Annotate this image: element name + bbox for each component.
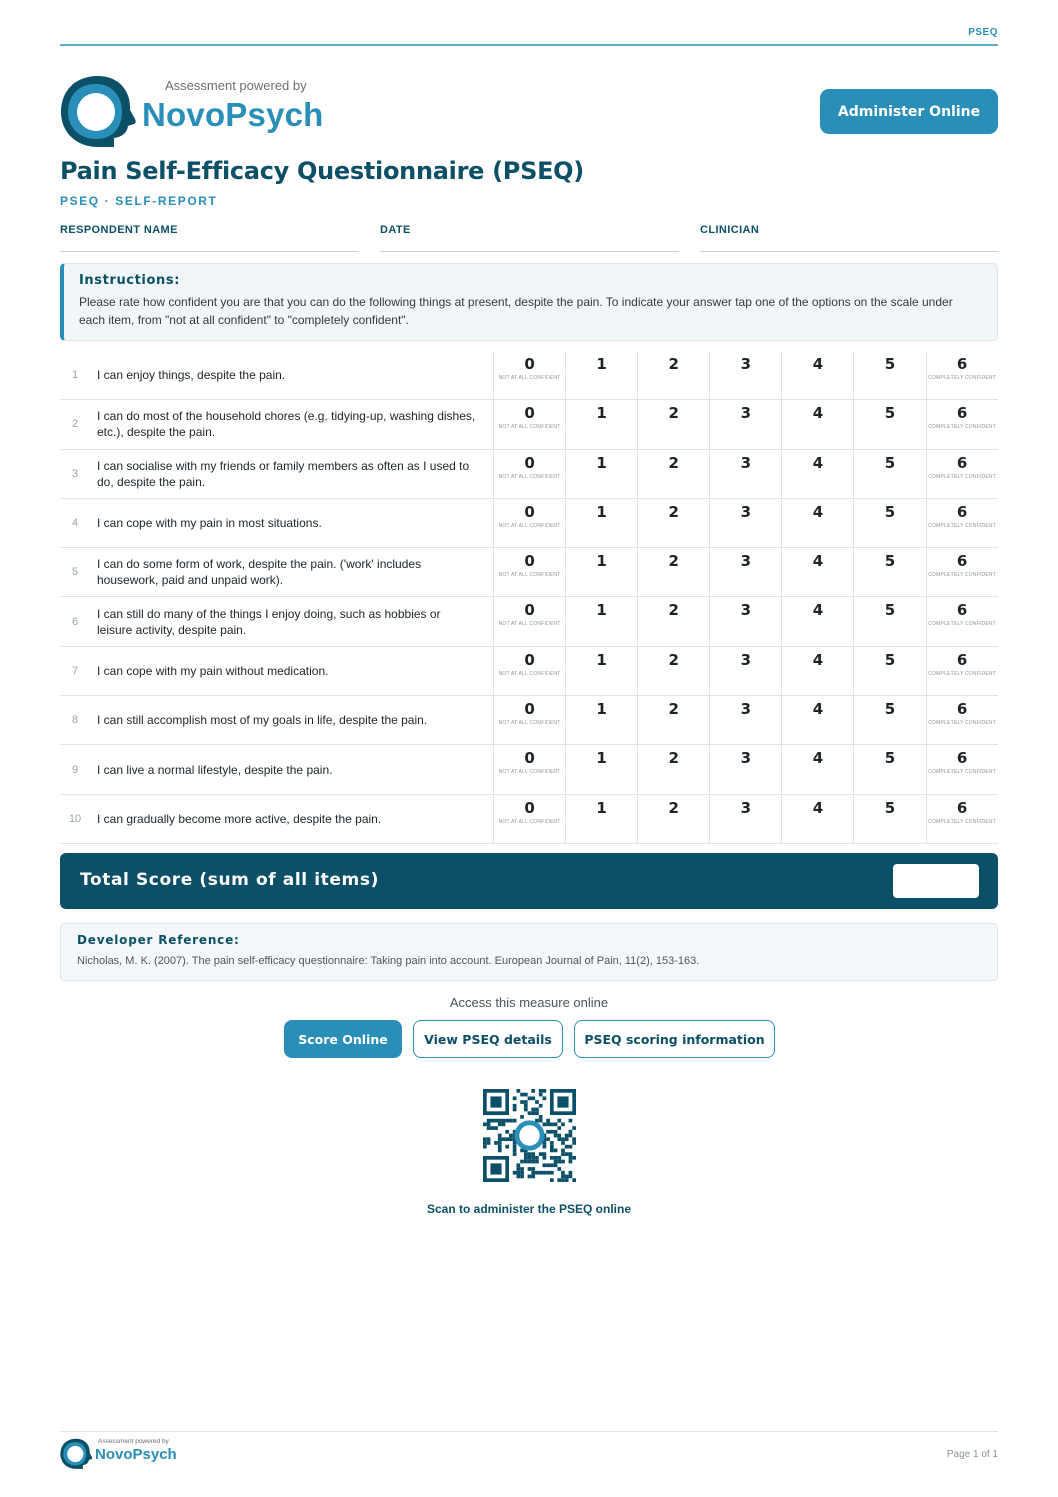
option-value: 5	[884, 404, 896, 423]
response-option-0[interactable]	[493, 745, 565, 793]
footer-head-profile-icon	[60, 1437, 94, 1471]
option-value: 2	[668, 355, 679, 373]
response-option-0[interactable]	[493, 351, 565, 399]
respondent-name-label: RESPONDENT NAME	[60, 224, 178, 236]
response-option-0[interactable]	[493, 548, 565, 596]
instructions-panel	[60, 263, 998, 341]
response-option-1[interactable]	[565, 499, 637, 547]
option-value: 4	[812, 749, 824, 768]
option-value: 0	[524, 650, 535, 669]
date-label: DATE	[380, 224, 411, 236]
option-value: 1	[596, 650, 607, 669]
high-anchor-label: COMPLETELY CONFIDENT	[928, 621, 996, 628]
option-value: 2	[668, 650, 679, 669]
option-value: 1	[596, 749, 607, 768]
response-option-0[interactable]	[493, 499, 565, 547]
scoring-info-button[interactable]: PSEQ scoring information	[574, 1020, 775, 1058]
response-option-2[interactable]	[637, 499, 709, 547]
item-number: 8	[71, 714, 79, 727]
low-anchor-label: NOT AT ALL CONFIDENT	[498, 572, 561, 579]
logo-wordmark: NovoPsych	[142, 96, 324, 133]
low-anchor-label: NOT AT ALL CONFIDENT	[498, 818, 561, 825]
item-row	[60, 795, 998, 844]
response-option-5[interactable]	[853, 597, 925, 645]
low-anchor-label: NOT AT ALL CONFIDENT	[498, 621, 561, 628]
scan-caption: Scan to administer the PSEQ online	[426, 1202, 632, 1216]
option-value: 6	[956, 502, 968, 521]
item-number: 7	[71, 664, 79, 677]
response-option-4[interactable]	[781, 795, 853, 843]
response-option-2[interactable]	[637, 795, 709, 843]
response-option-0[interactable]	[493, 647, 565, 695]
item-text: I can do some form of work, despite the pain. ('work' includes housework, paid and unpaid work).	[97, 557, 422, 588]
response-option-1[interactable]	[565, 745, 637, 793]
option-value: 6	[956, 404, 968, 423]
response-option-1[interactable]	[565, 400, 637, 448]
item-text: I can do most of the household chores (e.g. tidying-up, washing dishes, etc.), despite the pain.	[97, 409, 476, 440]
total-score-bar	[60, 853, 998, 909]
option-value: 2	[668, 798, 679, 817]
date-field[interactable]	[380, 220, 679, 252]
response-option-4[interactable]	[781, 548, 853, 596]
footer-logo	[60, 1437, 190, 1471]
response-option-6[interactable]	[926, 597, 998, 645]
item-text: I can cope with my pain in most situations.	[97, 516, 322, 531]
item-row	[60, 597, 998, 646]
option-value: 2	[668, 453, 679, 472]
response-option-6[interactable]	[926, 795, 998, 843]
option-value: 2	[668, 502, 679, 521]
option-value: 6	[956, 798, 968, 817]
option-value: 3	[740, 502, 752, 521]
respondent-name-field[interactable]	[60, 220, 358, 252]
response-option-0[interactable]	[493, 696, 565, 744]
low-anchor-label: NOT AT ALL CONFIDENT	[498, 720, 561, 727]
high-anchor-label: COMPLETELY CONFIDENT	[928, 522, 996, 529]
option-value: 0	[524, 798, 535, 817]
option-value: 3	[740, 404, 752, 423]
response-option-6[interactable]	[926, 696, 998, 744]
response-option-5[interactable]	[853, 795, 925, 843]
response-option-6[interactable]	[926, 745, 998, 793]
response-option-1[interactable]	[565, 351, 637, 399]
item-number: 4	[71, 517, 79, 530]
item-number: 2	[71, 418, 79, 431]
option-value: 0	[524, 700, 535, 719]
option-value: 5	[884, 798, 896, 817]
clinician-label: CLINICIAN	[700, 224, 760, 236]
item-text: I can enjoy things, despite the pain.	[97, 368, 286, 383]
option-value: 1	[596, 798, 607, 817]
option-value: 3	[740, 601, 752, 620]
response-option-4[interactable]	[781, 647, 853, 695]
response-option-4[interactable]	[781, 450, 853, 498]
response-option-5[interactable]	[853, 450, 925, 498]
response-option-3[interactable]	[709, 597, 781, 645]
response-option-3[interactable]	[709, 745, 781, 793]
item-number: 10	[68, 812, 82, 825]
option-value: 4	[812, 502, 824, 521]
low-anchor-label: NOT AT ALL CONFIDENT	[498, 375, 561, 381]
response-option-6[interactable]	[926, 351, 998, 399]
response-option-2[interactable]	[637, 548, 709, 596]
response-option-1[interactable]	[565, 597, 637, 645]
option-value: 0	[524, 502, 535, 521]
footer-logo-wordmark: NovoPsych	[95, 1446, 177, 1463]
option-value: 1	[596, 355, 607, 373]
response-option-2[interactable]	[637, 450, 709, 498]
option-value: 4	[812, 355, 824, 373]
high-anchor-label: COMPLETELY CONFIDENT	[928, 720, 996, 727]
high-anchor-label: COMPLETELY CONFIDENT	[928, 769, 996, 776]
footer-logo-powered-text: Assessment powered by	[98, 1438, 169, 1445]
option-value: 4	[812, 798, 824, 817]
high-anchor-label: COMPLETELY CONFIDENT	[928, 572, 996, 579]
low-anchor-label: NOT AT ALL CONFIDENT	[498, 670, 561, 677]
response-option-0[interactable]	[493, 400, 565, 448]
items-table	[60, 351, 998, 844]
option-value: 2	[668, 749, 679, 768]
response-option-4[interactable]	[781, 400, 853, 448]
option-value: 5	[884, 650, 896, 669]
response-option-2[interactable]	[637, 696, 709, 744]
option-value: 1	[596, 552, 607, 571]
option-value: 5	[884, 355, 896, 373]
item-number: 1	[71, 369, 79, 382]
item-number: 6	[71, 615, 79, 628]
response-option-6[interactable]	[926, 548, 998, 596]
developer-reference-body: Nicholas, M. K. (2007). The pain self-efficacy questionnaire: Taking pain into account. European Journal of Pain, 11(2), 153-163.	[77, 955, 700, 967]
response-option-3[interactable]	[709, 696, 781, 744]
option-value: 4	[812, 552, 824, 571]
response-option-1[interactable]	[565, 696, 637, 744]
response-option-3[interactable]	[709, 351, 781, 399]
option-value: 2	[668, 601, 679, 620]
head-profile-icon	[60, 74, 140, 150]
option-value: 0	[524, 355, 535, 373]
score-online-button[interactable]: Score Online	[284, 1020, 402, 1058]
response-option-4[interactable]	[781, 351, 853, 399]
item-row	[60, 647, 998, 696]
view-details-button[interactable]: View PSEQ details	[413, 1020, 563, 1058]
qr-code[interactable]	[483, 1089, 576, 1182]
option-value: 2	[668, 404, 679, 423]
option-value: 4	[812, 700, 824, 719]
option-value: 5	[884, 601, 896, 620]
option-value: 6	[956, 650, 968, 669]
item-text: I can cope with my pain without medication.	[97, 663, 329, 678]
response-option-3[interactable]	[709, 647, 781, 695]
response-option-5[interactable]	[853, 696, 925, 744]
item-text: I can socialise with my friends or family members as often as I used to do, despite the pain.	[97, 458, 470, 489]
option-value: 4	[812, 601, 824, 620]
option-value: 5	[884, 749, 896, 768]
high-anchor-label: COMPLETELY CONFIDENT	[928, 818, 996, 825]
option-value: 5	[884, 502, 896, 521]
novopsych-logo	[60, 74, 350, 150]
response-option-1[interactable]	[565, 795, 637, 843]
response-option-2[interactable]	[637, 351, 709, 399]
footer-divider	[60, 1431, 998, 1432]
instructions-title: Instructions:	[79, 273, 181, 288]
option-value: 0	[524, 552, 535, 571]
response-option-0[interactable]	[493, 450, 565, 498]
response-option-1[interactable]	[565, 647, 637, 695]
option-value: 5	[884, 453, 896, 472]
administer-online-button[interactable]: Administer Online	[820, 89, 998, 134]
item-text: I can still accomplish most of my goals in life, despite the pain.	[97, 713, 428, 728]
option-value: 3	[740, 700, 752, 719]
response-option-0[interactable]	[493, 795, 565, 843]
option-value: 2	[668, 700, 679, 719]
option-value: 5	[884, 700, 896, 719]
total-score-input[interactable]	[893, 864, 979, 898]
option-value: 3	[740, 453, 752, 472]
response-option-5[interactable]	[853, 351, 925, 399]
response-option-6[interactable]	[926, 450, 998, 498]
response-option-2[interactable]	[637, 400, 709, 448]
response-option-1[interactable]	[565, 450, 637, 498]
response-option-3[interactable]	[709, 795, 781, 843]
item-number: 5	[71, 566, 79, 579]
option-value: 1	[596, 502, 607, 521]
option-value: 3	[740, 650, 752, 669]
response-option-4[interactable]	[781, 745, 853, 793]
response-option-1[interactable]	[565, 548, 637, 596]
response-option-5[interactable]	[853, 499, 925, 547]
response-option-6[interactable]	[926, 499, 998, 547]
option-value: 2	[668, 552, 679, 571]
item-row	[60, 351, 998, 400]
response-option-3[interactable]	[709, 450, 781, 498]
high-anchor-label: COMPLETELY CONFIDENT	[928, 424, 996, 431]
option-value: 0	[524, 404, 535, 423]
logo-powered-text: Assessment powered by	[165, 78, 307, 93]
option-value: 6	[956, 601, 968, 620]
response-option-2[interactable]	[637, 745, 709, 793]
page-title: Pain Self-Efficacy Questionnaire (PSEQ)	[60, 157, 584, 185]
item-row	[60, 499, 998, 548]
option-value: 1	[596, 700, 607, 719]
item-text: I can still do many of the things I enjoy doing, such as hobbies or leisure activity, despite pain.	[97, 606, 441, 637]
low-anchor-label: NOT AT ALL CONFIDENT	[498, 473, 561, 480]
response-option-3[interactable]	[709, 400, 781, 448]
response-option-0[interactable]	[493, 597, 565, 645]
option-value: 6	[956, 749, 968, 768]
item-text: I can gradually become more active, despite the pain.	[97, 811, 382, 826]
response-option-5[interactable]	[853, 548, 925, 596]
option-value: 3	[740, 749, 752, 768]
low-anchor-label: NOT AT ALL CONFIDENT	[498, 522, 561, 529]
low-anchor-label: NOT AT ALL CONFIDENT	[498, 769, 561, 776]
clinician-field[interactable]	[700, 220, 998, 252]
response-option-4[interactable]	[781, 499, 853, 547]
option-value: 3	[740, 552, 752, 571]
item-row	[60, 745, 998, 794]
option-value: 4	[812, 453, 824, 472]
response-option-3[interactable]	[709, 548, 781, 596]
response-option-5[interactable]	[853, 745, 925, 793]
option-value: 0	[524, 601, 535, 620]
page-number: Page 1 of 1	[946, 1449, 998, 1460]
item-row	[60, 548, 998, 597]
response-option-6[interactable]	[926, 400, 998, 448]
option-value: 3	[740, 355, 752, 373]
page-subtitle: PSEQ · SELF-REPORT	[60, 194, 218, 208]
option-value: 1	[596, 601, 607, 620]
option-value: 6	[956, 355, 968, 373]
low-anchor-label: NOT AT ALL CONFIDENT	[498, 424, 561, 431]
option-value: 5	[884, 552, 896, 571]
option-value: 6	[956, 552, 968, 571]
item-row	[60, 400, 998, 449]
response-option-4[interactable]	[781, 696, 853, 744]
high-anchor-label: COMPLETELY CONFIDENT	[928, 473, 996, 480]
option-value: 1	[596, 404, 607, 423]
access-heading: Access this measure online	[449, 995, 609, 1010]
option-value: 3	[740, 798, 752, 817]
high-anchor-label: COMPLETELY CONFIDENT	[928, 670, 996, 677]
option-value: 4	[812, 404, 824, 423]
developer-reference-title: Developer Reference:	[77, 933, 240, 947]
response-option-5[interactable]	[853, 400, 925, 448]
instructions-body: Please rate how confident you are that you can do the following things at present, despite the pain. To indicate your answer tap one of the options on the scale under each item, from "not at all confident" to "completely confident".	[79, 295, 953, 327]
response-option-4[interactable]	[781, 597, 853, 645]
header-tag: PSEQ	[968, 27, 998, 38]
response-option-5[interactable]	[853, 647, 925, 695]
option-value: 0	[524, 749, 535, 768]
item-number: 9	[71, 763, 79, 776]
high-anchor-label: COMPLETELY CONFIDENT	[928, 375, 996, 381]
response-option-2[interactable]	[637, 647, 709, 695]
item-row	[60, 450, 998, 499]
response-option-2[interactable]	[637, 597, 709, 645]
item-text: I can live a normal lifestyle, despite the pain.	[97, 762, 333, 777]
option-value: 6	[956, 453, 968, 472]
option-value: 4	[812, 650, 824, 669]
developer-reference-panel	[60, 923, 998, 981]
item-number: 3	[71, 467, 79, 480]
header-divider	[60, 44, 998, 46]
item-row	[60, 696, 998, 745]
total-score-label: Total Score (sum of all items)	[80, 870, 379, 890]
option-value: 0	[524, 453, 535, 472]
response-option-3[interactable]	[709, 499, 781, 547]
response-option-6[interactable]	[926, 647, 998, 695]
option-value: 6	[956, 700, 968, 719]
option-value: 1	[596, 453, 607, 472]
